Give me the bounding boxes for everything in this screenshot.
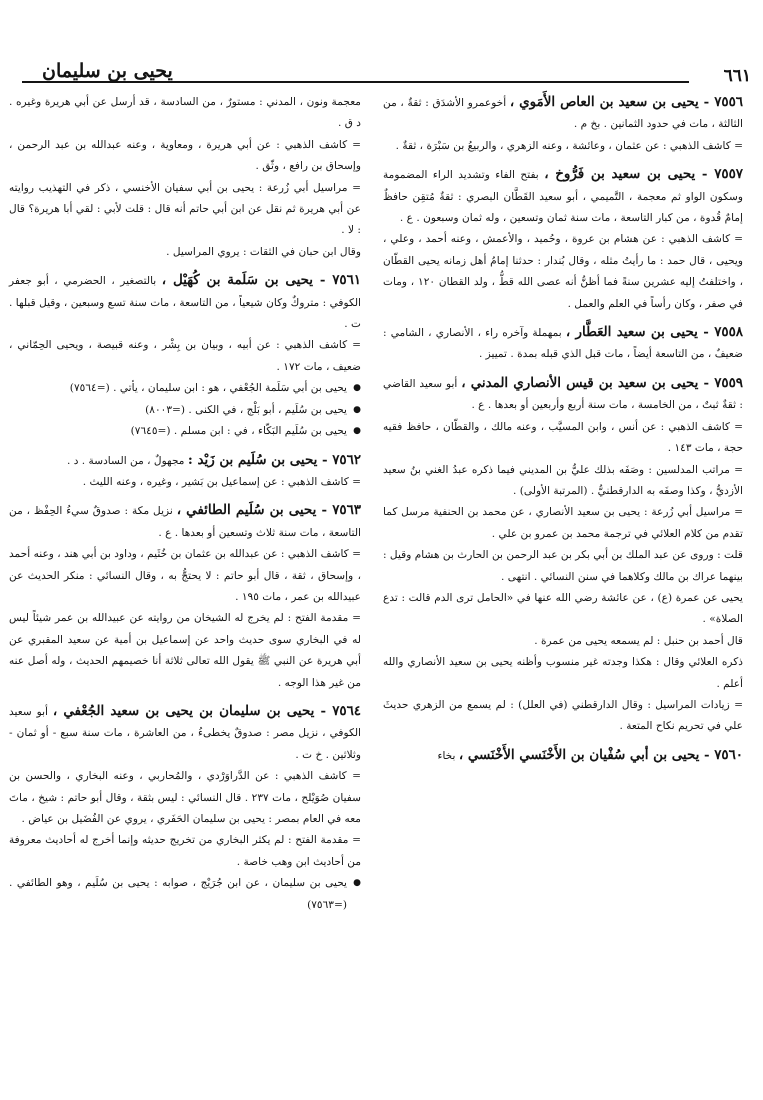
entry-7558 (383, 322, 743, 366)
entry-text: = مراسيل أبي زُرعة : يحيى بن أبي سفيان الأخنسي ، ذكر في التهذيب روايته عن أبي هريرة ثم نقل عن ابن أبي حاتم أنه قال : قلت لأبي : لقي أبا هريرة؟ قال : لا . (9, 181, 361, 237)
right-column (383, 92, 743, 774)
entry-heading: ٧٥٥٧ - يحيى بن سعيد بن فَرُّوخ ، (544, 166, 743, 183)
entry-text: بمهملة وآخره راء ، الأنصاري ، الشامي : ضعيفٌ ، من التاسعة أيضاً ، مات قبل الذي قبله بمدة . تمييز . (383, 327, 743, 361)
entry-text: وقال ابن حبان في الثقات : يروي المراسيل . (166, 245, 361, 258)
entry-heading: ٧٥٦٠ - يحيى بن أبي سُفْيان بن الأَخْنَسي الأَخْنَسي ، (458, 746, 743, 763)
entry-text: = مراتب المدلسين : وصَفَه بذلك عليُّ بن المديني فيما ذكره عبدُ الغني بنُ سعيد الأزديُّ ، وكذا وصفَه به الدارقطنيُّ . (المرتبة الأولى) . (383, 463, 743, 497)
entry-text: أبو سعيد الكوفي ، نزيل مصر : صدوقٌ يخطىءُ ، من العاشرة ، مات سنة سبع - أو ثمان - وثلاثين . خ ت . (9, 705, 361, 761)
entry-7557 (383, 164, 743, 315)
entry-text: = كاشف الذهبي : عن عثمان ، وعائشة ، وعنه الزهري ، والربيعُ بن سَبْرَة ، ثقةٌ . (395, 139, 743, 152)
entry-heading: ٧٥٥٦ - يحيى بن سعيد بن العاص الأَمَوي ، (509, 94, 743, 110)
entry-text: = كاشف الذهبي : عن أنس ، وابن المسيَّب ، وعنه مالك ، والقطّان ، حافظ فقيه حجة ، مات ١٤٣ . (383, 420, 743, 455)
entry-text: بفتح الفاء وتشديد الراء المضمومة وسكون الواو ثم معجمة ، التَّميمي ، أبو سعيد القَطَّان البصري : ثقةٌ مُتقِن حافظٌ إمامٌ قُدوة ، من كبار التاسعة ، مات سنة ثمان وتسعين ، وله ثمان وسبعون . ع . (383, 169, 743, 225)
entry-text: نزيل مكة : صدوقٌ سيءُ الحِفْظ ، من التاسعة ، مات سنة ثلاث وتسعين أو بعدها . ع . (9, 505, 361, 539)
entry-text: مجهولٌ ، من السادسة . د . (66, 454, 185, 467)
entry-heading: ٧٥٦١ - يحيى بن سَلَمة بن كُهَيْل ، (161, 272, 362, 289)
cross-reference: ● يحيى بن أبي سَلَمة الجُعْفي ، هو : ابن سليمان ، يأتي . (=٧٥٦٤) (9, 378, 361, 399)
entry-text: = مراسيل أبي زُرعة : يحيى بن سعيد الأنصاري ، عن محمد بن الحنفية مرسل كما تقدم من كلام العلائي في ترجمة محمد بن عمرو بن علي . (383, 506, 743, 540)
entry-text: أخوعمرو الأشدَق : ثقةٌ ، من الثالثة ، مات في حدود الثمانين . بخ م . (383, 97, 743, 131)
entry-text: ذكره العلائي وقال : هكذا وجدته غير منسوب وأظنه يحيى بن سعيد الأنصاري والله أعلم . (383, 656, 743, 690)
cross-reference: ● يحيى بن سُلَيم البَكّاء ، في : ابن مسلم . (=٧٦٤٥) (9, 421, 361, 442)
entry-text: = كاشف الذهبي : عن الدَّراوَرْدي ، والمُحاربي ، وعنه البخاري ، والحسن بن سفيان صُوَيْلح ، مات ٢٣٧ . قال النسائي : ليس بثقة ، وقال أبو حاتم : شيخ ، ماتَ معه في العام بمصر : يحيى بن سليمان الحَفَري ، يروي عن الفُضَيل بن عياض . (9, 770, 362, 825)
entry-text: = كاشف الذهبي : عن إسماعيل بن بَشير ، وغيره ، وعنه الليث . (82, 475, 361, 488)
entry-text: = كاشف الذهبي : عن هشام بن عروة ، وحُميد ، والأعمش ، وعنه أحمد ، وعلي ، ويحيى ، قال حمد : ما رأيتُ مثله ، وقال بُندار : حدثنا إمامُ أهل زمانه يحيى القطّان ، واختلفتُ إليه عشرين سنةً فما أظنُّ أنه عصى الله قطُّ ، ولد القطان ١٢٠ ، ومات في صفر ، وكان رأساً في العلم والعمل . (383, 233, 743, 310)
left-column (9, 92, 361, 923)
entry-heading: ٧٥٦٢ - يحيى بن سُلَيم بن زَيْد : (187, 451, 361, 468)
entry-7562 (9, 450, 361, 494)
entry-text: بخاء (437, 749, 456, 762)
entry-text: أبو سعيد القاضي : ثقةٌ ثبتٌ ، من الخامسة ، مات سنة أربع وأربعين أو بعدها . ع . (383, 377, 743, 412)
entry-text: قال أحمد بن حنبل : لم يسمعه يحيى من عمرة . (534, 634, 743, 647)
cross-reference: ● يحيى بن سليمان ، عن ابن جُرَيْج ، صوابه : يحيى بن سُلَيم ، وهو الطائفي . (=٧٥٦٣) (9, 873, 361, 916)
entry-7560-continued (9, 92, 361, 263)
entry-text: يحيى عن عمرة (ع) ، عن عائشة رضي الله عنها في «الحامل ترى الدم قالت : تدع الصلاة» . (383, 591, 743, 626)
entry-text: = مقدمة الفتح : لم يخرج له الشيخان من روايته عن عبيدالله بن عمر شيئاً ليس له في البخاري سوى حديث واحد عن إسماعيل بن أمية عن سعيد المقبري عن أبي هريرة عن النبي ﷺ يقول الله تعالى ثلاثة أنا خصيمهم الحديث ، وله أصل عنه من غير هذا الوجه . (9, 612, 361, 689)
entry-7560 (383, 745, 743, 767)
entry-heading: ٧٥٦٣ - يحيى بن سُلَيم الطائفي ، (176, 502, 361, 519)
cross-reference: ● يحيى بن سُلَيم ، أبو بَلْج ، في الكنى . (=٨٠٠٣) (9, 400, 361, 421)
entry-text: معجمة ونون ، المدني : مستورٌ ، من السادسة ، قد أرسل عن أبي هريرة وغيره . د ق . (9, 96, 361, 130)
entry-text: = كاشف الذهبي : عن أبي هريرة ، ومعاوية ، وعنه عبدالله بن عبد الرحمن ، وإسحاق بن رافع ، وثّق . (9, 138, 361, 173)
entry-7561 (9, 270, 361, 442)
entry-text: = مقدمة الفتح : لم يكثر البخاري من تخريج حديثه وإنما أخرج له أحاديث معروفة من أحاديث ابن وهب خاصة . (9, 834, 361, 868)
running-title: يحيى بن سليمان (42, 60, 173, 82)
header-rule (22, 81, 689, 83)
entry-7563 (9, 500, 361, 694)
entry-7559 (383, 373, 743, 738)
entry-text: = زيادات المراسيل : وقال الدارقطني (في العلل) : لم يسمع من الزهري حديثَ علي في تحريم نكاح المتعة . (383, 698, 743, 733)
entry-text: = كاشف الذهبي : عن أبيه ، وبيان بن بِشْر ، وعنه قبيصة ، ويحيى الحِمّاني ، ضعيف ، مات ١٧٢ . (9, 339, 361, 373)
entry-heading: ٧٥٥٩ - يحيى بن سعيد بن قيس الأنصاري المدني ، (461, 374, 743, 391)
entry-text: قلت : وروى عن عبد الملك بن أبي بكر بن عبد الرحمن بن الحارث بن هشام وقيل : بينهما عراك بن مالك وكلاهما في سنن النسائي . انتهى . (383, 549, 743, 583)
entry-text: بالتصغير ، الحضرمي ، أبو جعفر الكوفي : متروكٌ وكان شيعياً ، من التاسعة ، مات سنة تسع وسبعين ، وقيل قبلها . ت . (9, 275, 361, 331)
entry-7556 (383, 92, 743, 157)
page-number: ٦٦١ (723, 66, 751, 86)
entry-heading: ٧٥٦٤ - يحيى بن سليمان بن يحيى بن سعيد الجُعْفي ، (52, 702, 361, 719)
entry-7564 (9, 701, 361, 916)
entry-heading: ٧٥٥٨ - يحيى بن سعيد العَطَّار ، (565, 324, 743, 341)
entry-text: = كاشف الذهبي : عن عبدالله بن عثمان بن خُثَيم ، وداود بن أبي هند ، وعنه أحمد ، وإسحاق ، ثقة ، قال أبو حاتم : لا يحتجُّ به ، وقال النسائي : منكر الحديث عن عبيدالله بن عمر ، مات ١٩٥ . (9, 548, 361, 603)
